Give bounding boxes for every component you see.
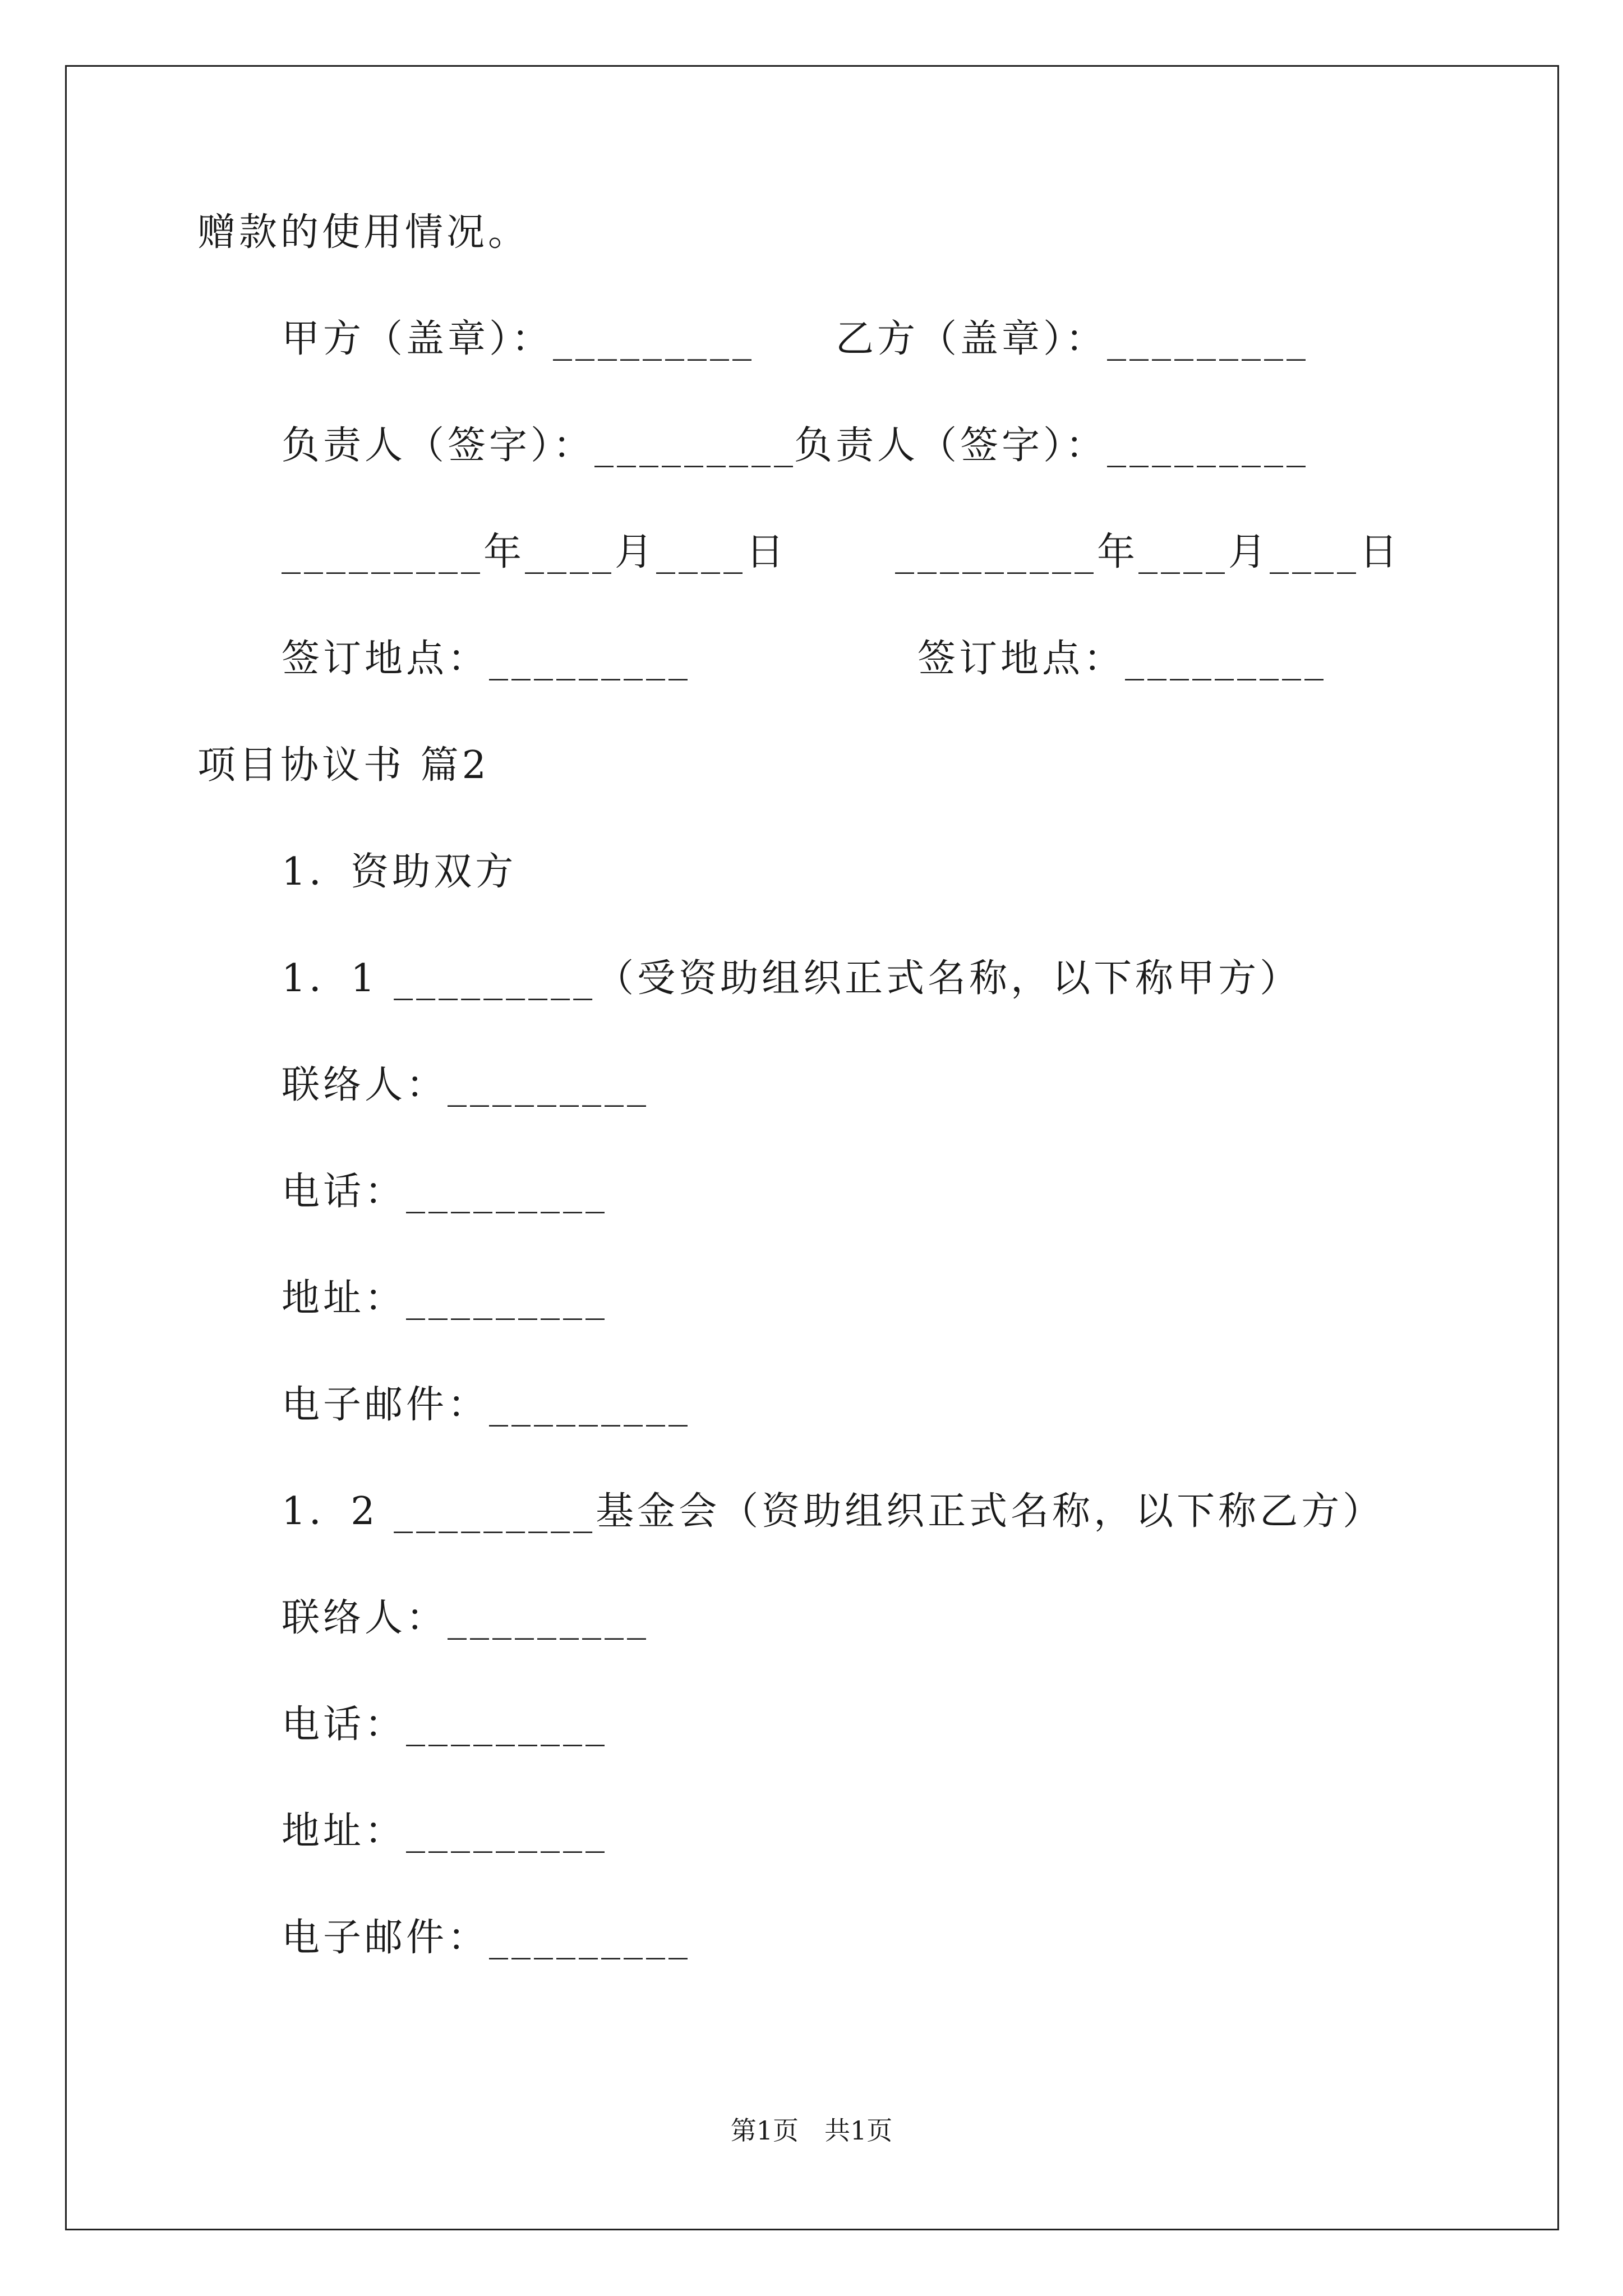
email-line: 电子邮件：_________ — [282, 1916, 691, 1960]
body-text-line: 赠款的使用情况。 — [197, 210, 530, 255]
contact-person-line: 联络人：_________ — [282, 1596, 650, 1640]
clause-heading: 1．资助双方 — [282, 850, 517, 894]
party-b-signatory-line: 负责人（签字）：_________ — [794, 424, 1310, 468]
party-a-date-line: _________年____月____日 — [282, 530, 788, 574]
page-border — [65, 65, 1559, 2230]
phone-line: 电话：_________ — [282, 1703, 608, 1747]
address-line: 地址：_________ — [282, 1809, 608, 1853]
party-a-seal-line: 甲方（盖章）：_________ — [282, 317, 755, 361]
party-a-location-line: 签订地点：_________ — [282, 637, 691, 681]
section-heading: 项目协议书 篇2 — [197, 743, 490, 788]
clause-1-1: 1．1 _________（受资助组织正式名称，以下称甲方） — [282, 956, 1302, 1001]
party-b-date-line: _________年____月____日 — [895, 530, 1401, 574]
page-number-footer: 第1页 共1页 — [730, 2115, 893, 2146]
contact-person-line: 联络人：_________ — [282, 1063, 650, 1107]
party-b-location-line: 签订地点：_________ — [917, 637, 1327, 681]
clause-1-2: 1．2 _________基金会（资助组织正式名称，以下称乙方） — [282, 1489, 1385, 1534]
party-b-seal-line: 乙方（盖章）：_________ — [836, 317, 1310, 361]
email-line: 电子邮件：_________ — [282, 1383, 691, 1427]
address-line: 地址：_________ — [282, 1276, 608, 1320]
phone-line: 电话：_________ — [282, 1170, 608, 1214]
party-a-signatory-line: 负责人（签字）：_________ — [282, 424, 797, 468]
